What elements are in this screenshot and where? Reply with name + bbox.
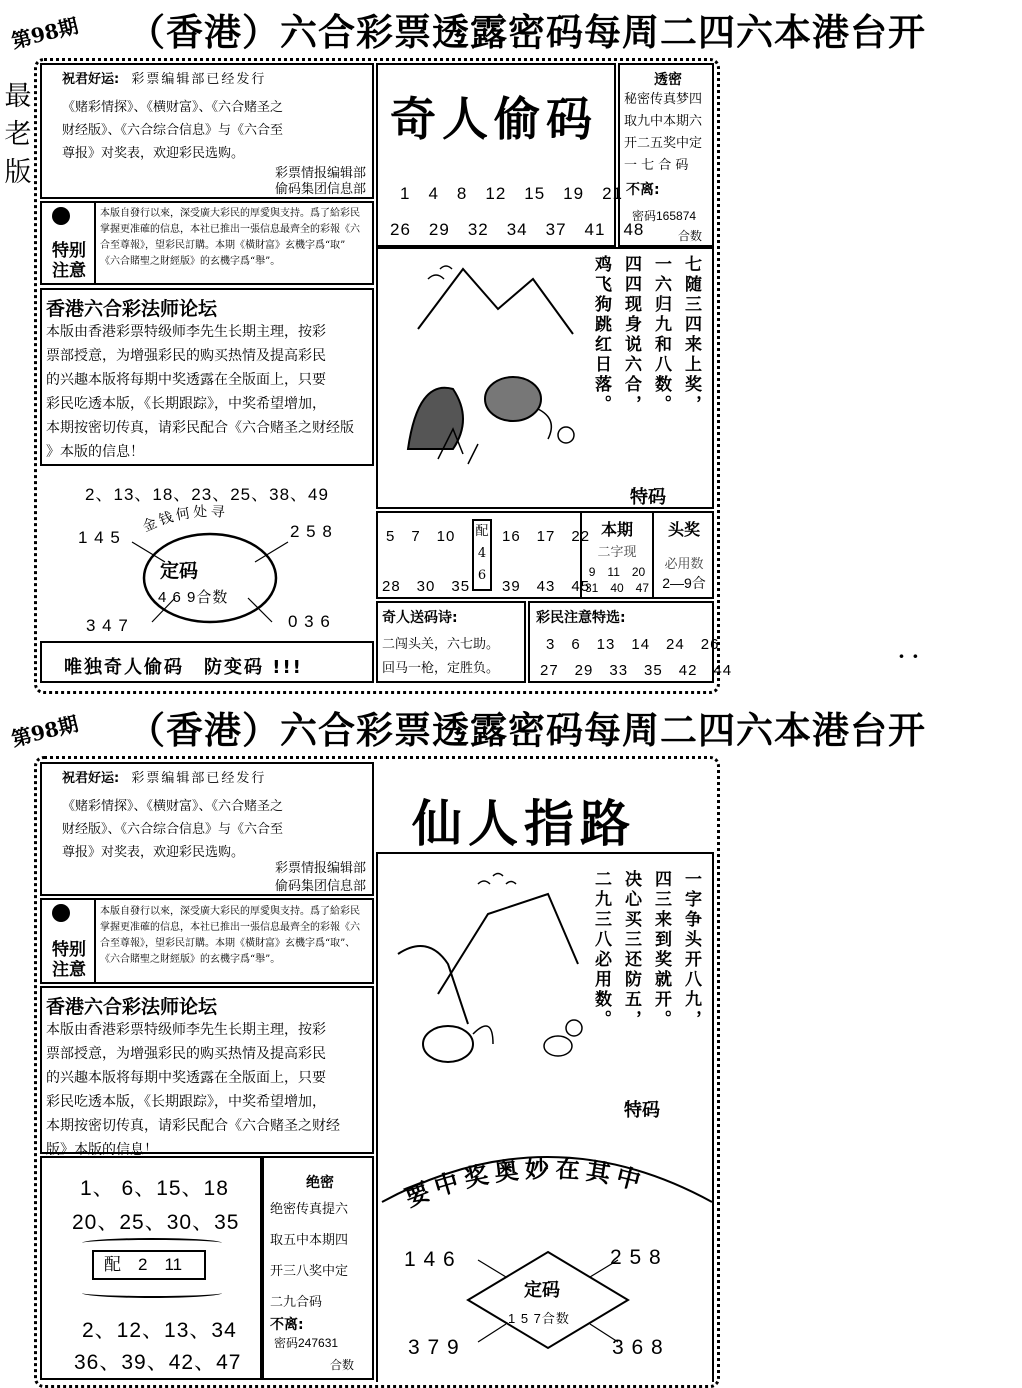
jue-box	[262, 1156, 374, 1380]
tema-label: 特码	[630, 487, 666, 508]
toujiang-range: 2—9合	[662, 575, 706, 591]
toujiang-title: 头奖	[667, 520, 700, 539]
poem-column: 二九三八必用数。	[591, 870, 611, 1030]
jue-buli: 不离:	[270, 1317, 304, 1333]
song-line: 回马一枪，定胜负。	[382, 661, 500, 676]
benqi-sub: 二字现	[597, 545, 637, 560]
forum-box	[40, 986, 374, 1158]
lock-sum: 4 6 9合数	[158, 589, 229, 606]
lock-title: 定码	[524, 1280, 560, 1301]
jue-heshu: 合数	[330, 1358, 355, 1372]
secret-code: 密码165874	[632, 209, 697, 223]
pei-left: 28 30 35	[382, 578, 471, 595]
notice-text: 《六合賭聖之財經版》的玄機字爲“舉”。	[100, 954, 281, 965]
lock-sum: 1 5 7合数	[508, 1311, 570, 1326]
headline: （香港）六合彩票透露密码每周二四六本港台开	[128, 10, 926, 54]
greeting-line: 财经版》、《六合综合信息》与《六合至	[62, 123, 284, 138]
forum-title: 香港六合彩法师论坛	[46, 298, 218, 320]
pei-right: 16 17 22	[502, 528, 591, 545]
lock-br: 0 3 6	[288, 612, 331, 631]
greeting-signature: 彩票情报编辑部	[274, 166, 366, 181]
secret-title: 透密	[654, 72, 682, 88]
greeting-line: 彩票编辑部已经发行	[131, 72, 267, 87]
greeting-line: 尊报》对奖表，欢迎彩民选购。	[62, 146, 245, 161]
notice-box	[40, 201, 374, 285]
lock-bl: 3 7 9	[408, 1336, 460, 1359]
greeting-line: 彩票编辑部已经发行	[131, 771, 267, 786]
arrow-line	[255, 542, 288, 562]
jue-code: 密码247631	[274, 1336, 339, 1350]
poem-column: 鸡飞狗跳红日落。	[591, 255, 611, 415]
section-title: 仙人指路	[412, 794, 636, 853]
pei-box	[376, 511, 714, 599]
pei-box-2: 配 2 11	[92, 1250, 206, 1280]
arrow-line	[478, 1260, 506, 1277]
notice-text: 本版自發行以來，深受廣大彩民的厚愛與支持。爲了給彩民	[100, 208, 360, 219]
poem-column: 四三来到奖就开。	[651, 870, 671, 1030]
greeting-signature: 偷码集团信息部	[274, 182, 366, 197]
lock-tl: 1 4 5	[78, 528, 121, 547]
arrow-line	[248, 598, 272, 622]
pei-right: 39 43 45	[502, 578, 591, 595]
title-box	[376, 762, 714, 852]
poem-column: 决心买三还防五，	[621, 870, 641, 1030]
forum-line: 版》本版的信息！	[46, 1142, 158, 1158]
forum-title: 香港六合彩法师论坛	[46, 996, 218, 1018]
mountain-monkey-illustration	[378, 854, 598, 1114]
select-box	[528, 601, 733, 683]
forum-line: 本版由香港彩票特级师李先生长期主理，按彩	[46, 1022, 326, 1038]
notice-text: 合至尊報》，望彩民訂購。本期《橫財富》玄機字爲“取”	[100, 240, 346, 251]
poem-box	[376, 852, 714, 1132]
song-box	[376, 601, 526, 683]
greeting-box	[40, 63, 374, 199]
pei-left: 5 7 10	[386, 528, 456, 545]
greeting-label: 祝君好运:	[62, 72, 120, 87]
forum-line: 本版由香港彩票特级师李先生长期主理，按彩	[46, 324, 326, 340]
forum-line: 本期按密切传真，请彩民配合《六合赌圣之财经版	[46, 420, 354, 436]
secret-line: 开二五奖中定	[624, 136, 703, 151]
brace	[82, 1238, 222, 1248]
lock-numbers: 2、13、18、23、25、38、49	[85, 485, 329, 504]
brace	[82, 1288, 222, 1298]
jue-line: 开三八奖中定	[270, 1264, 349, 1279]
secret-line: 秘密传真梦四	[624, 92, 703, 107]
forum-line: 的兴趣本版将每期中奖透露在全版面上，只要	[46, 1070, 326, 1086]
edition-label: 最 老 版	[4, 81, 32, 188]
secret-box	[618, 63, 714, 247]
number-row: 26 29 32 34 37 41 48	[390, 220, 645, 239]
section-title: 奇人偷码	[390, 92, 598, 146]
notice-title: 注意	[52, 261, 86, 281]
poem-box	[376, 247, 714, 509]
benqi-row: 9 11 20	[588, 565, 646, 579]
greeting-signature: 彩票情报编辑部	[274, 861, 366, 876]
arrow-line	[478, 1324, 506, 1342]
jue-line: 绝密传真提六	[270, 1202, 349, 1217]
poem-column: 四四现身说六合，	[621, 255, 641, 415]
lock-br: 3 6 8	[612, 1336, 664, 1359]
slogan-box	[40, 641, 374, 683]
secret-line: 取九中本期六	[624, 114, 703, 129]
numbers-box	[40, 1156, 262, 1380]
poem-column: 七随三四来上奖，	[681, 255, 701, 415]
jue-line: 二九合码	[270, 1295, 323, 1310]
secret-buli: 不离:	[626, 182, 660, 198]
lock-code-box	[40, 470, 374, 636]
notice-text: 掌握更准確的信息，本社已推出一張信息最齊全的彩報《六	[100, 224, 360, 235]
bomb-icon	[52, 207, 70, 225]
number-row: 1 4 8 12 15 19 21	[400, 184, 624, 203]
notice-text: 本版自發行以來，深受廣大彩民的厚愛與支持。爲了給彩民	[100, 906, 360, 917]
number-row: 20、25、30、35	[72, 1211, 240, 1234]
tema-label: 特码	[624, 1100, 660, 1121]
forum-line: 的兴趣本版将每期中奖透露在全版面上，只要	[46, 372, 326, 388]
song-line: 二闯头关，六七助。	[382, 637, 500, 652]
headline: （香港）六合彩票透露密码每周二四六本港台开	[128, 708, 926, 752]
toujiang-sub: 必用数	[664, 557, 704, 572]
benqi-title: 本期	[600, 520, 633, 539]
forum-line: 彩民吃透本版，《长期跟踪》，中奖希望增加，	[46, 396, 326, 412]
greeting-label: 祝君好运:	[62, 771, 120, 786]
number-row: 1、 6、15、18	[80, 1177, 229, 1200]
forum-line: 票部授意，为增强彩民的购买热情及提高彩民	[46, 1046, 326, 1062]
slogan: 唯独奇人偷码 防变码 !!!	[64, 657, 303, 678]
forum-line: 本期按密切传真，请彩民配合《六合赌圣之财经	[46, 1118, 340, 1134]
mountain-rat-illustration	[378, 249, 598, 489]
greeting-line: 财经版》、《六合综合信息》与《六合至	[62, 822, 284, 837]
dots: · ·	[898, 644, 919, 668]
arc-text: 金钱何处寻	[140, 503, 229, 536]
lock-title: 定码	[160, 560, 199, 582]
forum-line: 彩民吃透本版，《长期跟踪》，中奖希望增加，	[46, 1094, 326, 1110]
forum-line: 票部授意，为增强彩民的购买热情及提高彩民	[46, 348, 326, 364]
issue-number: 第98期	[8, 13, 81, 54]
song-title: 奇人送码诗:	[382, 610, 458, 626]
pei-mid: 配 4 6	[472, 519, 492, 591]
number-row: 2、12、13、34	[82, 1319, 237, 1342]
notice-text: 掌握更准確的信息，本社已推出一張信息最齊全的彩報《六	[100, 922, 360, 933]
notice-title: 注意	[52, 960, 86, 980]
notice-text: 《六合賭聖之財經版》的玄機字爲“舉”。	[100, 256, 281, 267]
jue-title: 绝密	[306, 1175, 334, 1191]
select-row: 3 6 13 14 24 26	[546, 636, 720, 653]
greeting-box	[40, 762, 374, 896]
forum-box	[40, 288, 374, 466]
greeting-line: 尊报》对奖表，欢迎彩民选购。	[62, 845, 245, 860]
bomb-icon	[52, 904, 70, 922]
greeting-line: 《赌彩情探》、《横财富》、《六合赌圣之	[62, 100, 284, 115]
benqi-row: 31 40 47	[584, 581, 650, 595]
greeting-signature: 偷码集团信息部	[274, 879, 366, 894]
poem-column: 一六归九和八数。	[651, 255, 671, 415]
arc-text: 要中奖奥妙在其中	[401, 1154, 650, 1213]
notice-text: 合至尊報》，望彩民訂購。本期《橫財富》玄機字爲“取”、	[100, 938, 356, 949]
notice-title: 特别	[52, 940, 86, 960]
jue-line: 取五中本期四	[270, 1233, 349, 1248]
select-title: 彩民注意特选:	[536, 610, 626, 626]
issue-number: 第98期	[8, 711, 81, 752]
lock-tr: 2 5 8	[610, 1246, 662, 1269]
lock-code-box	[376, 1132, 714, 1382]
notice-box	[40, 898, 374, 984]
secret-heshu: 合数	[678, 229, 703, 243]
notice-title: 特别	[52, 241, 86, 261]
lock-tl: 1 4 6	[404, 1248, 456, 1271]
poem-column: 一字争头开八九，	[681, 870, 701, 1030]
select-row: 27 29 33 35 42 44	[540, 662, 733, 679]
secret-line: 一 七 合 码	[624, 158, 689, 173]
forum-line: 》本版的信息！	[46, 444, 144, 460]
lock-bl: 3 4 7	[86, 616, 129, 635]
greeting-line: 《赌彩情探》、《横财富》、《六合赌圣之	[62, 799, 284, 814]
number-row: 36、39、42、47	[74, 1351, 242, 1374]
lock-tr: 2 5 8	[290, 522, 333, 541]
